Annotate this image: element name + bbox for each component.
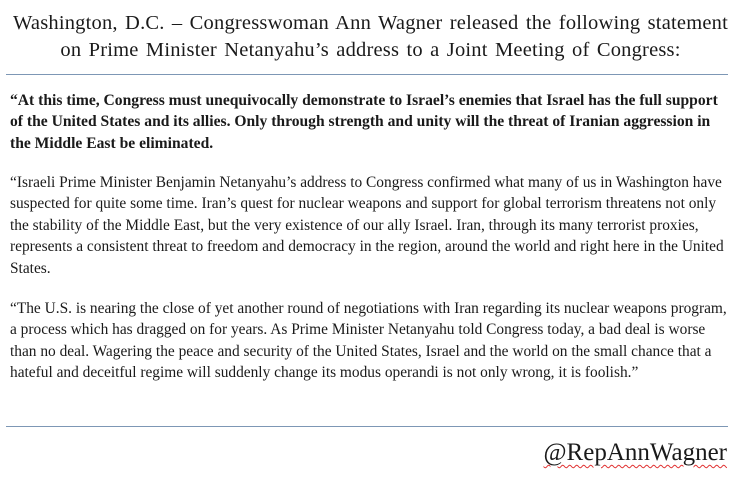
twitter-handle: @RepAnnWagner [543,439,727,466]
quote-paragraph-2: “Israeli Prime Minister Benjamin Netanyahu’s address to Congress confirmed what many of us in Washington have suspected for quite some time. Iran’s quest for nuclear weapons and support for global terrorism threatens not only the stability of the Middle East, but the very existence of our ally Israel. Iran, through its many terrorist proxies, represents a consistent threat to freedom and democracy in the region, around the world and right here in the United States. [10,174,724,277]
bold-quote-paragraph: “At this time, Congress must unequivocally demonstrate to Israel’s enemies that Israel has the full support of the United States and its allies. Only through strength and unity will the threat of Iranian aggression in the Middle East be eliminated. [10,92,718,152]
statement-intro: Washington, D.C. – Congresswoman Ann Wagner released the following statement on Prime Minister Netanyahu’s address to a Joint Meeting of Congress: [12,12,728,61]
quote-paragraph-3: “The U.S. is nearing the close of yet another round of negotiations with Iran regarding its nuclear weapons program, a process which has dragged on for years. As Prime Minister Netanyahu told Congress today, a bad deal is worse than no deal. Wagering the peace and security of the United States, Israel and the world on the small chance that a hateful and deceitful regime will suddenly change its modus operandi is not only wrong, it is foolish.” [10,300,727,382]
top-divider [6,74,728,75]
bottom-divider [6,426,728,427]
